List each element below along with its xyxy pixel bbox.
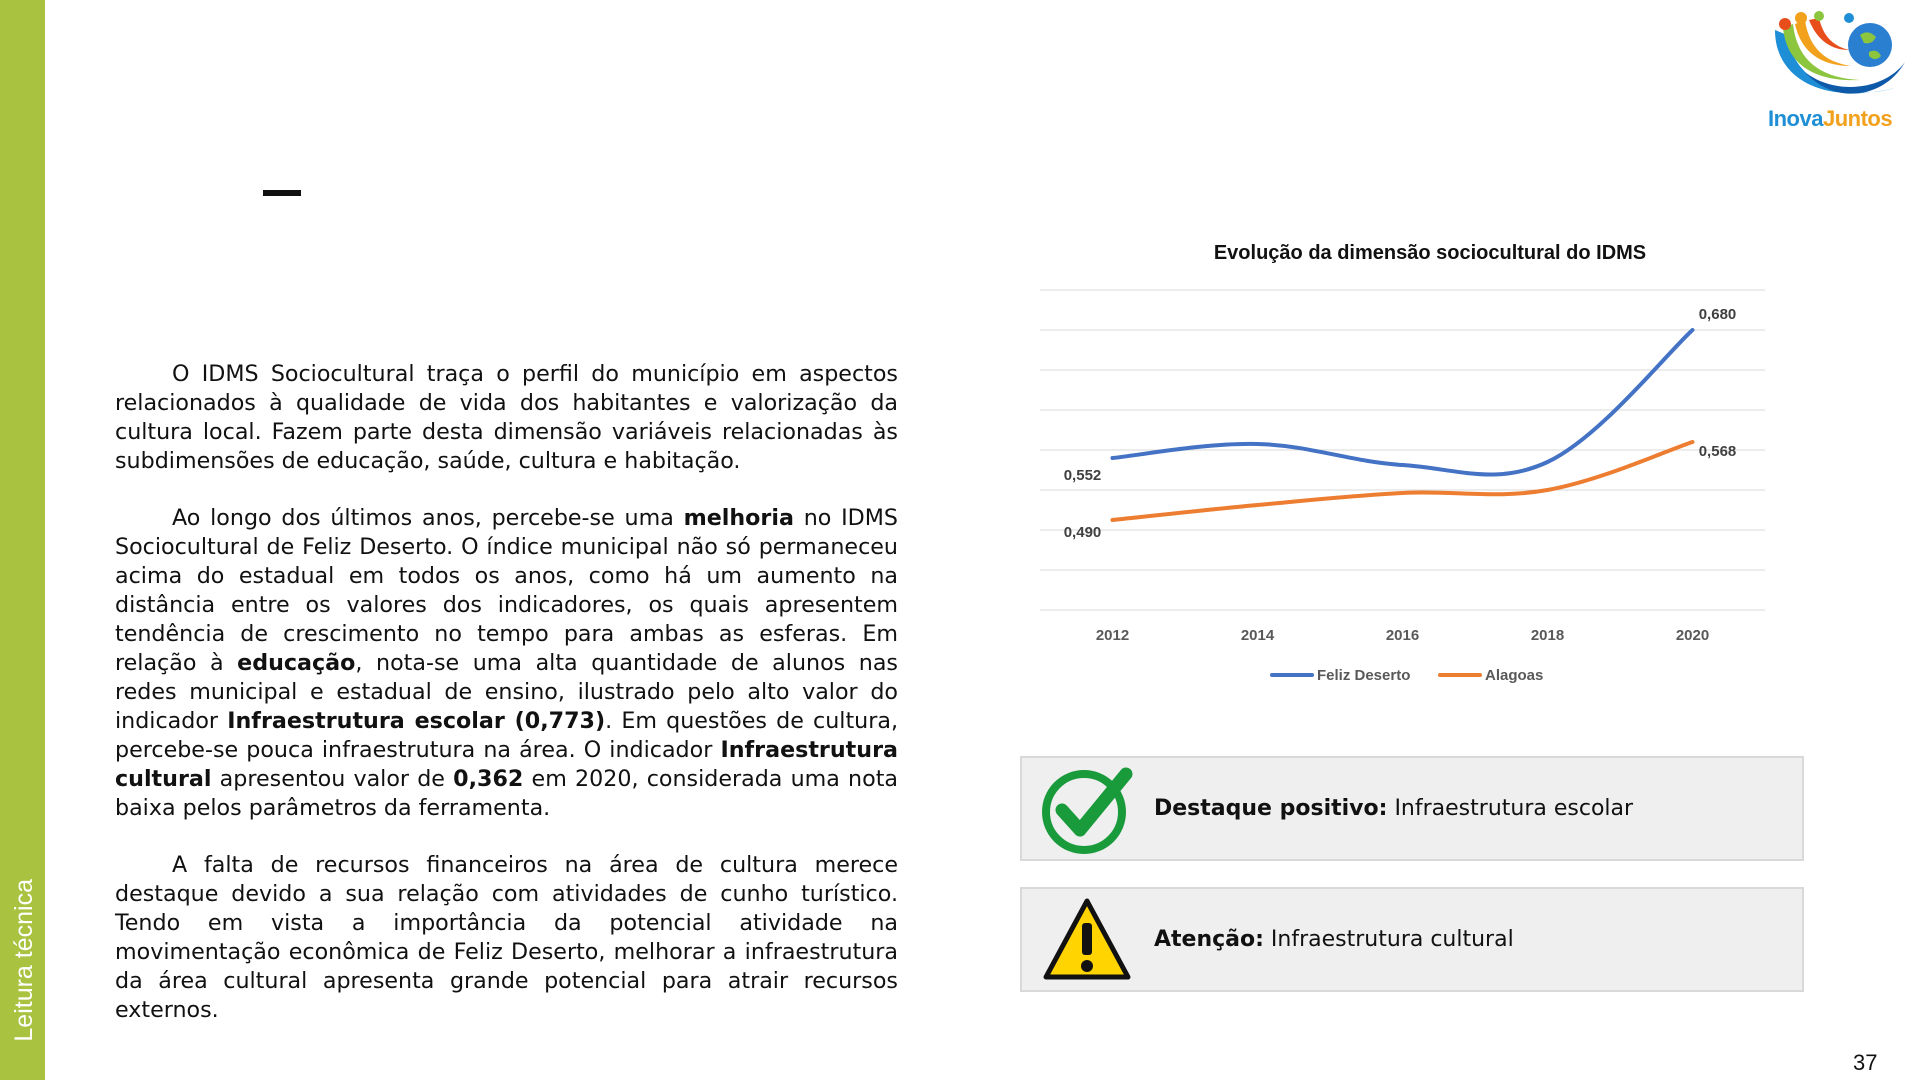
p2-seg-c: no IDMS Sociocultural de Feliz Deserto. O índice municipal não só permaneceu acima do estadual em todos os anos, como há um aumento na distância entre os valores dos indicadores, os quais apresentem tendência de crescimento no tempo para ambas as esferas. Em relação à [115, 505, 898, 676]
warning-label: Atenção: [1154, 927, 1264, 952]
p2-seg-k: em 2020, considerada uma nota baixa pelos parâmetros da ferramenta. [115, 766, 898, 821]
chart-title: Evolução da dimensão sociocultural do IDMS [1213, 242, 1647, 264]
logo-text-part1: Inova [1768, 106, 1823, 131]
checkmark-icon [1040, 762, 1134, 856]
sidebar-label: Leitura técnica [10, 879, 38, 1042]
chart-x-tick-label: 2014 [1240, 627, 1275, 644]
positive-value: Infraestrutura escolar [1387, 796, 1634, 821]
warning-triangle-icon [1040, 893, 1134, 987]
sidebar [0, 0, 45, 1080]
chart-data-label: 0,680 [1698, 306, 1737, 323]
p2-bold-melhoria: melhoria [683, 505, 794, 531]
p2-bold-value: 0,362 [453, 766, 524, 792]
chart-data-label: 0,552 [1063, 467, 1102, 484]
chart-legend-label: Feliz Deserto [1317, 667, 1411, 684]
paragraph-2 [115, 504, 898, 823]
p2-bold-infra-cultural: Infraestrutura cultural [115, 737, 898, 792]
chart-x-tick-label: 2016 [1385, 627, 1420, 644]
sidebar-label-wrap [8, 842, 40, 1042]
sociocultural-line-chart [1030, 280, 1790, 700]
chart-data-label: 0,568 [1698, 443, 1737, 460]
p2-bold-educacao: educação [237, 650, 356, 676]
chart-series-line-feliz-deserto [1113, 330, 1693, 474]
p2-bold-infra-escolar: Infraestrutura escolar (0,773) [227, 708, 606, 734]
p2-seg-e: , nota-se uma alta quantidade de alunos nas redes municipal e estadual de ensino, ilustrado pelo alto valor do indicador [115, 650, 898, 734]
logo-text-part2: Juntos [1822, 106, 1893, 131]
p2-seg-a: Ao longo dos últimos anos, percebe-se uma [172, 505, 684, 531]
chart-legend-label: Alagoas [1485, 667, 1544, 684]
chart-series-line-alagoas [1113, 442, 1693, 520]
positive-highlight-callout [1020, 756, 1804, 861]
p2-seg-g: . Em questões de cultura, percebe-se pouca infraestrutura na área. O indicador [115, 708, 898, 763]
positive-label: Destaque positivo: [1154, 796, 1388, 821]
title-dash [263, 190, 301, 196]
chart-x-tick-label: 2012 [1095, 627, 1130, 644]
paragraph-1: O IDMS Sociocultural traça o perfil do município em aspectos relacionados à qualidade de vida dos habitantes e valorização da cultura local. Fazem parte desta dimensão variáveis relacionadas às subdimensões de educação, saúde, cultura e habitação. [115, 361, 898, 474]
page-number: 37 [1853, 1050, 1878, 1075]
chart-x-tick-label: 2018 [1530, 627, 1565, 644]
positive-highlight-text [1154, 796, 1633, 821]
warning-callout [1020, 887, 1804, 992]
body-text [115, 360, 898, 1053]
paragraph-3: A falta de recursos financeiros na área de cultura merece destaque devido a sua relação com atividades de cunho turístico. Tendo em vista a importância da potencial atividade na movimentação econômica de Feliz Deserto, melhorar a infraestrutura da área cultural apresenta grande potencial para atrair recursos externos. [115, 852, 898, 1023]
p2-seg-i: apresentou valor de [211, 766, 454, 792]
chart-x-tick-label: 2020 [1675, 627, 1710, 644]
warning-value: Infraestrutura cultural [1263, 927, 1514, 952]
warning-text [1154, 927, 1514, 952]
logo-text [1768, 106, 1892, 132]
chart-data-label: 0,490 [1063, 524, 1102, 541]
